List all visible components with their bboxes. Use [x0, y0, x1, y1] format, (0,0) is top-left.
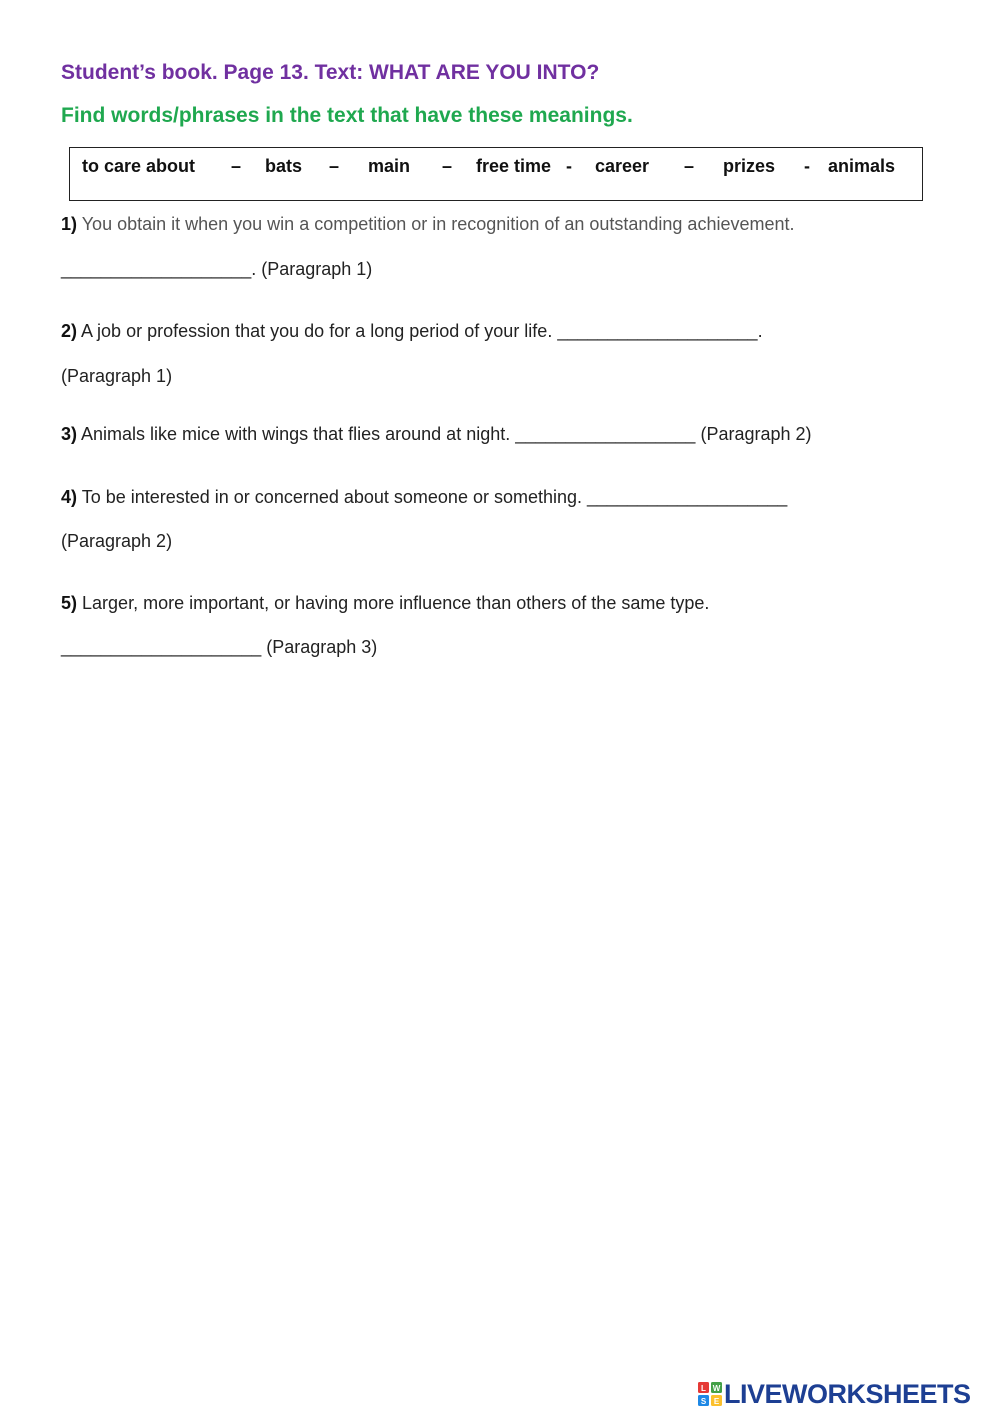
page-title: Student’s book. Page 13. Text: WHAT ARE YOU INTO? — [61, 61, 600, 84]
svg-text:E: E — [713, 1397, 720, 1406]
paragraph-reference: (Paragraph 1) — [61, 366, 173, 386]
word-bank-separator: – — [442, 156, 453, 176]
answer-blank[interactable]: __________________ — [515, 424, 696, 444]
blank-period: . — [757, 321, 763, 341]
answer-blank[interactable]: ____________________ — [587, 487, 788, 507]
paragraph-reference: (Paragraph 2) — [61, 531, 173, 551]
word-bank-item: animals — [828, 156, 896, 176]
question-text: Animals like mice with wings that flies around at night. — [81, 424, 511, 444]
liveworksheets-logo — [698, 1380, 971, 1408]
svg-text:W: W — [712, 1384, 721, 1393]
question-text: To be interested in or concerned about someone or something. — [81, 487, 583, 507]
word-bank-separator: – — [231, 156, 242, 176]
answer-blank[interactable]: ____________________ — [557, 321, 758, 341]
question-number: 5) — [61, 593, 78, 613]
word-bank-item: main — [368, 156, 411, 176]
question-5 — [61, 593, 709, 614]
question-1 — [61, 214, 795, 235]
liveworksheets-icon — [698, 1382, 722, 1406]
question-3 — [61, 424, 812, 445]
word-bank-item: bats — [265, 156, 303, 176]
answer-line-5 — [61, 637, 377, 658]
word-bank-item: free time — [476, 156, 552, 176]
answer-blank[interactable]: ___________________ — [61, 259, 252, 279]
question-number: 3) — [61, 424, 78, 444]
brand-name: LIVEWORKSHEETS — [724, 1378, 971, 1409]
word-bank-item: to care about — [82, 156, 196, 176]
paragraph-reference: . (Paragraph 1) — [251, 259, 373, 279]
word-bank-item: prizes — [723, 156, 776, 176]
question-4 — [61, 487, 787, 508]
word-bank-separator: – — [684, 156, 695, 176]
question-text: You obtain it when you win a competition or in recognition of an outstanding achievement. — [81, 214, 795, 234]
word-bank-item: career — [595, 156, 650, 176]
svg-text:L: L — [701, 1384, 706, 1393]
word-bank-separator: - — [804, 156, 810, 176]
question-number: 2) — [61, 321, 78, 341]
question-text: A job or profession that you do for a long period of your life. — [81, 321, 553, 341]
question-number: 4) — [61, 487, 78, 507]
instruction: Find words/phrases in the text that have these meanings. — [61, 104, 633, 127]
question-text: Larger, more important, or having more influence than others of the same type. — [82, 593, 710, 613]
answer-blank[interactable]: ____________________ — [61, 637, 262, 657]
word-bank-separator: – — [329, 156, 340, 176]
paragraph-reference: (Paragraph 3) — [266, 637, 378, 657]
svg-text:S: S — [700, 1397, 707, 1406]
question-2 — [61, 321, 763, 342]
answer-line-1 — [61, 259, 372, 280]
word-bank — [69, 147, 923, 201]
question-number: 1) — [61, 214, 78, 234]
paragraph-reference: (Paragraph 2) — [700, 424, 812, 444]
word-bank-separator: - — [566, 156, 572, 176]
